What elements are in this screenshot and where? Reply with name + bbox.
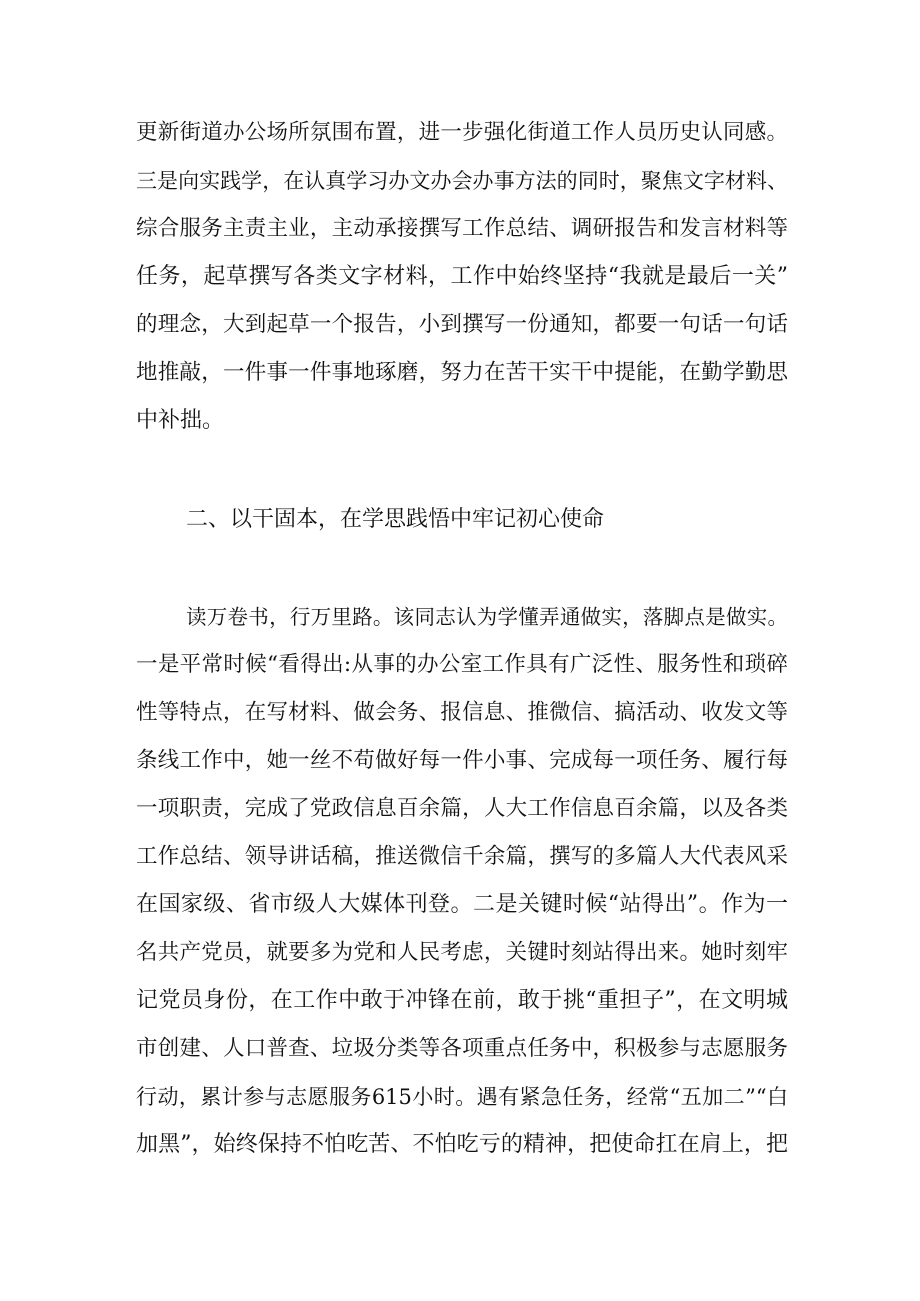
section-heading: 二、以干固本，在学思践悟中牢记初心使命 bbox=[186, 507, 605, 532]
paragraph-line: 三是向实践学，在认真学习办文办会办事方法的同时，聚焦文字材料、 bbox=[136, 169, 788, 193]
paragraph-line: 工作总结、领导讲话稿，推送微信千余篇，撰写的多篇人大代表风采 bbox=[136, 844, 788, 869]
paragraph-line: 性等特点，在写材料、做会务、报信息、推微信、搞活动、收发文等 bbox=[136, 700, 788, 725]
paragraph-line: 市创建、人口普查、垃圾分类等各项重点任务中，积极参与志愿服务 bbox=[136, 1036, 788, 1061]
paragraph-line: 条线工作中，她一丝不苟做好每一件小事、完成每一项任务、履行每 bbox=[136, 748, 788, 773]
paragraph-line: 记党员身份，在工作中敢于冲锋在前，敢于挑“重担子”，在文明城 bbox=[136, 988, 788, 1013]
paragraph-line: 中补拙。 bbox=[136, 408, 225, 433]
paragraph-line: 名共产党员，就要多为党和人民考虑，关键时刻站得出来。她时刻牢 bbox=[136, 940, 788, 965]
paragraph-line: 综合服务主责主业，主动承接撰写工作总结、调研报告和发言材料等 bbox=[136, 216, 788, 241]
paragraph-line: 行动，累计参与志愿服务615小时。遇有紧急任务，经常“五加二”“白 bbox=[136, 1085, 788, 1109]
paragraph-line: 在国家级、省市级人大媒体刊登。二是关键时候“站得出”。作为一 bbox=[136, 892, 788, 917]
paragraph-line: 的理念，大到起草一个报告，小到撰写一份通知，都要一句话一句话 bbox=[136, 312, 788, 337]
paragraph-line: 读万卷书，行万里路。该同志认为学懂弄通做实，落脚点是做实。 bbox=[186, 605, 788, 629]
paragraph-line: 一项职责，完成了党政信息百余篇，人大工作信息百余篇，以及各类 bbox=[136, 796, 788, 821]
paragraph-line: 加黑”，始终保持不怕吃苦、不怕吃亏的精神，把使命扛在肩上，把 bbox=[136, 1132, 788, 1157]
paragraph-line: 任务，起草撰写各类文字材料，工作中始终坚持“我就是最后一关” bbox=[136, 264, 788, 289]
paragraph-line: 地推敲，一件事一件事地琢磨，努力在苦干实干中提能，在勤学勤思 bbox=[136, 360, 788, 385]
paragraph-line: 一是平常时候“看得出:从事的办公室工作具有广泛性、服务性和琐碎 bbox=[136, 652, 788, 677]
paragraph-line: 更新街道办公场所氛围布置，进一步强化街道工作人员历史认同感。 bbox=[136, 120, 788, 145]
